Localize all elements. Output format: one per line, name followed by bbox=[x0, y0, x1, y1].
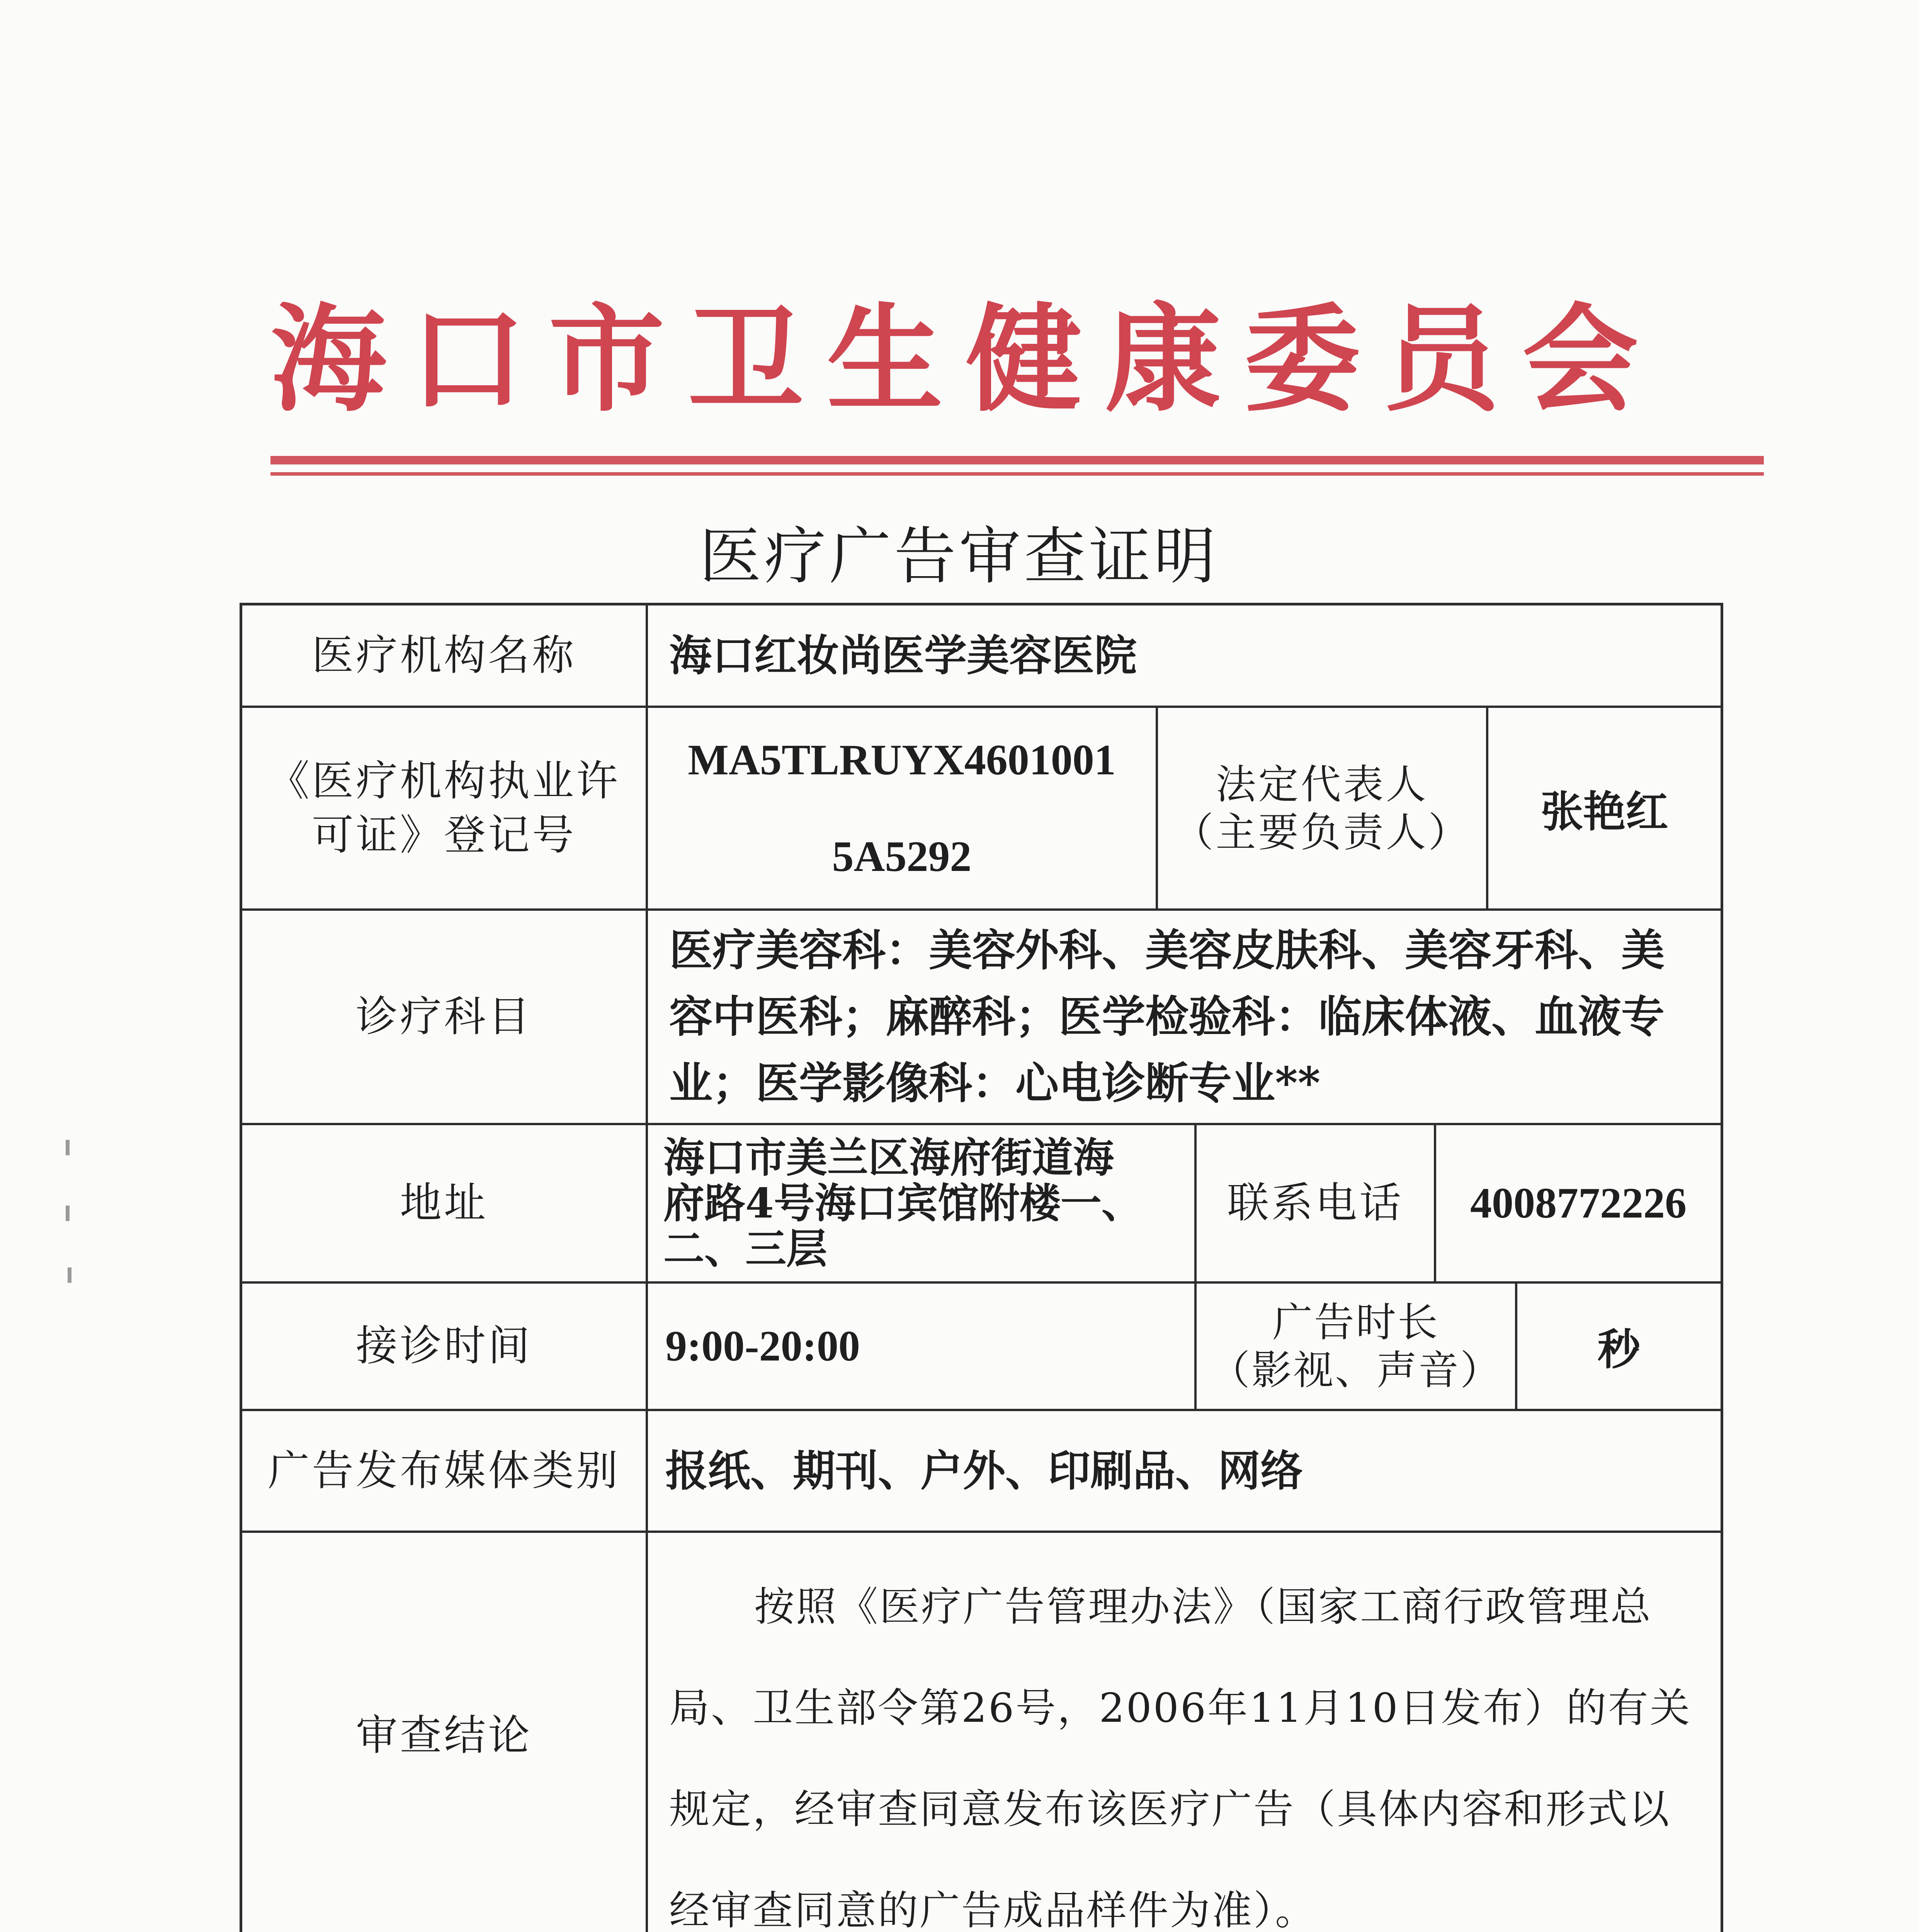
binding-mark bbox=[66, 1140, 70, 1155]
address-label: 地址 bbox=[242, 1125, 648, 1281]
issuing-organization-title: 海口市卫生健康委员会 bbox=[270, 291, 1661, 427]
row-hours bbox=[242, 1284, 1721, 1411]
header-rule-thick bbox=[270, 456, 1764, 464]
row-institution bbox=[242, 605, 1721, 708]
conclusion-value: 按照《医疗广告管理办法》（国家工商行政管理总局、卫生部令第26号，2006年11月10日发布）的有关规定，经审查同意发布该医疗广告（具体内容和形式以经审查同意的广告成品样件为准）。 bbox=[669, 1583, 1692, 1932]
hours-value: 9:00-20:00 bbox=[648, 1284, 1197, 1409]
document-title: 医疗广告审查证明 bbox=[699, 520, 1219, 592]
header-rule-thin bbox=[270, 472, 1764, 476]
binding-mark bbox=[66, 1206, 70, 1221]
row-address bbox=[242, 1125, 1721, 1284]
binding-mark bbox=[68, 1267, 71, 1283]
phone-label: 联系电话 bbox=[1197, 1125, 1436, 1281]
conclusion-label: 审查结论 bbox=[242, 1533, 648, 1932]
media-label: 广告发布媒体类别 bbox=[242, 1411, 648, 1531]
license-number: MA5TLRUYX4601001 5A5292 bbox=[648, 708, 1158, 908]
hours-label: 接诊时间 bbox=[242, 1284, 648, 1409]
certificate-table bbox=[240, 603, 1723, 1932]
binding-marks bbox=[58, 1140, 81, 1287]
row-license bbox=[242, 708, 1721, 911]
media-value: 报纸、期刊、户外、印刷品、网络 bbox=[665, 1446, 1303, 1496]
ad-duration-label: 广告时长 （影视、声音） bbox=[1197, 1284, 1517, 1409]
legal-representative-label: 法定代表人 （主要负责人） bbox=[1158, 708, 1488, 908]
row-media bbox=[242, 1411, 1721, 1533]
departments-value: 医疗美容科：美容外科、美容皮肤科、美容牙科、美 容中医科；麻醉科；医学检验科：临床体液、血液专 业；医学影像科：心电诊断专业** bbox=[669, 925, 1665, 1109]
row-conclusion bbox=[242, 1533, 1721, 1932]
institution-label: 医疗机构名称 bbox=[242, 605, 648, 706]
institution-value: 海口红妆尚医学美容医院 bbox=[669, 630, 1137, 680]
row-departments bbox=[242, 911, 1721, 1125]
address-value: 海口市美兰区海府街道海 府路4号海口宾馆附楼一、 二、三层 bbox=[648, 1125, 1197, 1281]
license-label: 《医疗机构执业许 可证》登记号 bbox=[242, 708, 648, 908]
departments-label: 诊疗科目 bbox=[242, 911, 648, 1123]
ad-duration-value: 秒 bbox=[1598, 1325, 1640, 1374]
legal-representative-value: 张艳红 bbox=[1541, 786, 1668, 837]
phone-value: 4008772226 bbox=[1470, 1179, 1687, 1227]
